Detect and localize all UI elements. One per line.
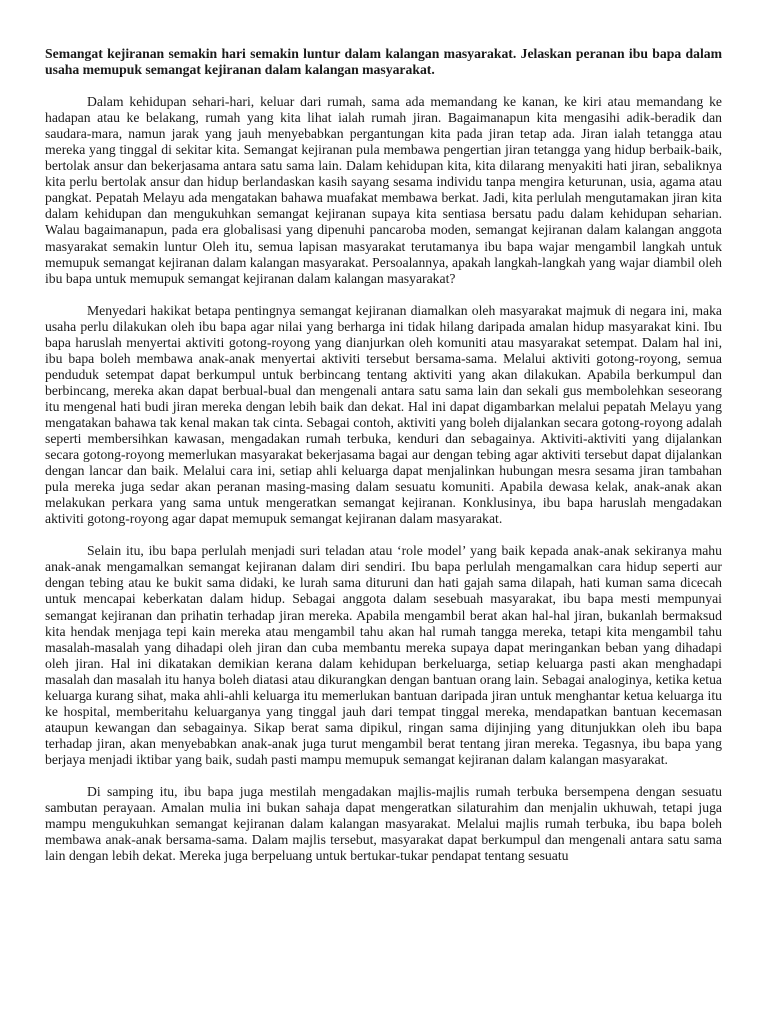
essay-question: Semangat kejiranan semakin hari semakin luntur dalam kalangan masyarakat. Jelaskan peranan ibu bapa dalam usaha memupuk semangat kejiranan dalam kalangan masyarakat. [45,46,722,78]
paragraph-gotong-royong: Menyedari hakikat betapa pentingnya semangat kejiranan diamalkan oleh masyarakat majmuk di negara ini, maka usaha perlu dilakukan oleh ibu bapa agar nilai yang berharga ini tidak hilang daripada amalan hidup masyarakat kini. Ibu bapa haruslah menyertai aktiviti gotong-royong yang dianjurkan oleh komuniti atau masyarakat setempat. Dalam hal ini, ibu bapa boleh membawa anak-anak menyertai aktiviti tersebut bersama-sama. Melalui aktiviti gotong-royong, semua penduduk setempat dapat berkumpul untuk berbincang tentang aktiviti yang akan dilakukan. Apabila berkumpul dan berbincang, mereka akan dapat berbual-bual dan mengenali antara satu sama lain dan sekali gus membolehkan seseorang itu mengenal hati budi jiran mereka dengan lebih baik dan dekat. Hal ini dapat digambarkan melalui pepatah Melayu yang mengatakan bahawa tak kenal makan tak cinta. Sebagai contoh, aktiviti yang boleh dijalankan secara gotong-royong adalah seperti membersihkan kawasan, mengadakan rumah terbuka, kenduri dan sebagainya. Aktiviti-aktiviti yang dijalankan secara gotong-royong memerlukan masyarakat bekerjasama bagai aur dengan tebing agar aktiviti tersebut dapat dijalankan dengan lancar dan baik. Melalui cara ini, setiap ahli keluarga dapat menjalinkan hubungan mesra sesama jiran tambahan pula mereka juga sedar akan peranan masing-masing dalam sesuatu komuniti. Apabila dewasa kelak, anak-anak akan melakukan perkara yang sama untuk mengeratkan semangat kejiranan. Konklusinya, ibu bapa haruslah mengadakan aktiviti gotong-royong agar dapat memupuk semangat kejiranan dalam masyarakat. [45,302,722,527]
paragraph-open-house: Di samping itu, ibu bapa juga mestilah mengadakan majlis-majlis rumah terbuka bersempena dengan sesuatu sambutan perayaan. Amalan mulia ini bukan sahaja dapat mengeratkan silaturahim dan menjalin ukhuwah, tetapi juga mampu mengukuhkan semangat kejiranan dalam kalangan masyarakat. Melalui majlis rumah terbuka, ibu bapa boleh membawa anak-anak bersama-sama. Dalam majlis tersebut, masyarakat dapat berkumpul dan mengenali antara satu sama lain dengan lebih dekat. Mereka juga berpeluang untuk bertukar-tukar pendapat tentang sesuatu [45,783,722,864]
paragraph-introduction: Dalam kehidupan sehari-hari, keluar dari rumah, sama ada memandang ke kanan, ke kiri atau memandang ke hadapan atau ke belakang, rumah yang kita lihat ialah rumah jiran. Bagaimanapun kita mengasihi adik-beradik dan saudara-mara, namun jarak yang jauh menyebabkan pergantungan kita pada jiran tetap ada. Jiran ialah tetangga atau mereka yang tinggal di sekitar kita. Semangat kejiranan pula membawa pengertian jiran tetangga yang hidup berbaik-baik, bertolak ansur dan bekerjasama antara satu sama lain. Dalam kehidupan kita, kita dilarang menyakiti hati jiran, sebaliknya kita perlu bertolak ansur dan hidup berlandaskan kasih sayang sesama individu tanpa mengira keturunan, usia, agama atau pangkat. Pepatah Melayu ada mengatakan bahawa muafakat membawa berkat. Jadi, kita perlulah mengutamakan jiran kita dalam kehidupan dan mengukuhkan semangat kejiranan supaya kita sentiasa bersatu padu dalam kehidupan seharian. Walau bagaimanapun, pada era globalisasi yang dipenuhi pancaroba moden, semangat kejiranan dalam kalangan anggota masyarakat semakin luntur Oleh itu, semua lapisan masyarakat terutamanya ibu bapa wajar mengambil langkah untuk memupuk semangat kejiranan dalam kalangan masyarakat. Persoalannya, apakah langkah-langkah yang wajar diambil oleh ibu bapa untuk memupuk semangat kejiranan dalam kalangan masyarakat? [45,94,722,286]
paragraph-role-model: Selain itu, ibu bapa perlulah menjadi suri teladan atau ‘role model’ yang baik kepada anak-anak sekiranya mahu anak-anak mengamalkan semangat kejiranan dalam diri sendiri. Ibu bapa perlulah mengamalkan cara hidup seperti aur dengan tebing atau ke bukit sama didaki, ke lurah sama dituruni dan hati gajah sama dilapah, hati kuman sama dicecah untuk mencapai keberkatan dalam hidup. Sebagai anggota dalam sesebuah masyarakat, ibu bapa mesti mempunyai semangat kejiranan dan prihatin terhadap jiran mereka. Apabila mengambil berat akan hal-hal jiran, bukanlah bermaksud kita hendak menjaga tepi kain mereka atau mengambil tahu akan hal rumah tangga mereka, tetapi kita mengambil tahu masalah-masalah yang dihadapi oleh jiran dan cuba membantu mereka supaya dapat meringankan beban yang dihadapi oleh jiran. Hal ini dikatakan demikian kerana dalam kehidupan berkeluarga, setiap keluarga pasti akan menghadapi masalah dan masalah itu hanya boleh diatasi atau dikurangkan dengan bantuan orang lain. Sebagai analoginya, ketika ketua keluarga kurang sihat, maka ahli-ahli keluarga itu memerlukan bantuan daripada jiran untuk menghantar ketua keluarga itu ke hospital, memberitahu keluarganya yang tinggal jauh dari tempat tinggal mereka, mendapatkan bantuan kecemasan ataupun kewangan dan sebagainya. Sikap berat sama dipikul, ringan sama dijinjing yang ditunjukkan oleh ibu bapa terhadap jiran, akan menyebabkan anak-anak juga turut mengambil berat tentang jiran mereka. Tegasnya, ibu bapa yang berjaya menjadi iktibar yang baik, sudah pasti mampu memupuk semangat kejiranan dalam kalangan masyarakat. [45,543,722,767]
essay-body [45,46,722,880]
